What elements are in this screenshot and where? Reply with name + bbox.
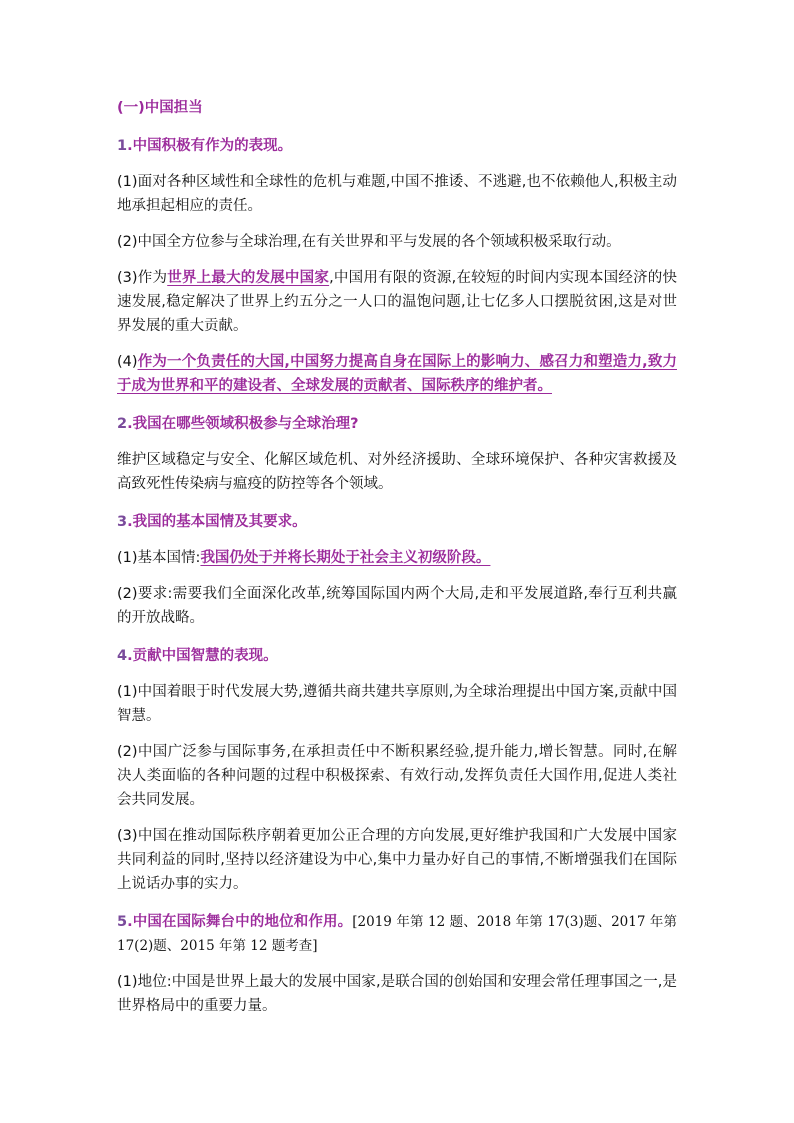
question-4-number: 4 — [117, 648, 128, 664]
q5-item-1: (1)地位:中国是世界上最大的发展中国家,是联合国的创始国和安理会常任理事国之一,是世界格局中的重要力量。 — [117, 974, 677, 1014]
q3-item-1 — [117, 546, 677, 570]
q1-item-1: (1)面对各种区域性和全球性的危机与难题,中国不推诿、不逃避,也不依赖他人,积极主动地承担起相应的责任。 — [117, 174, 677, 214]
question-2-title-text: .我国在哪些领域积极参与全球治理? — [127, 416, 359, 432]
question-5-title-text: .中国在国际舞台中的地位和作用。 — [127, 914, 353, 930]
question-3-number: 3 — [117, 514, 128, 530]
question-1-title — [117, 134, 677, 158]
question-2-title — [117, 412, 677, 436]
q4-item-3: (3)中国在推动国际秩序朝着更加公正合理的方向发展,更好维护我国和广大发展中国家共同利益的同时,坚持以经济建设为中心,集中力量办好自己的事情,不断增强我们在国际上说话办事的实力。 — [117, 828, 677, 892]
question-3-title-text: .我国的基本国情及其要求。 — [127, 514, 307, 530]
q1-item-4-prefix: (4) — [117, 354, 138, 370]
q1-item-3-rest: ,中国用有限的资源,在较短的时间内实现本国经济的快速发展,稳定解决了世界上约五分之一人口的温饱问题,让七亿多人口摆脱贫困,这是对世界发展的重大贡献。 — [117, 270, 678, 334]
section-heading: (一)中国担当 — [117, 100, 203, 116]
q3-item-2: (2)要求:需要我们全面深化改革,统筹国际国内两个大局,走和平发展道路,奉行互利共赢的开放战略。 — [117, 586, 677, 626]
q4-item-2: (2)中国广泛参与国际事务,在承担责任中不断积累经验,提升能力,增长智慧。同时,在解决人类面临的各种问题的过程中积极探索、有效行动,发挥负责任大国作用,促进人类社会共同发展。 — [117, 744, 677, 808]
q1-item-3 — [117, 266, 677, 338]
q1-item-2: (2)中国全方位参与全球治理,在有关世界和平与发展的各个领域积极采取行动。 — [117, 234, 621, 250]
question-4-title — [117, 644, 677, 668]
question-1-title-text: .中国积极有作为的表现。 — [127, 138, 293, 154]
q1-item-3-highlight: 世界上最大的发展中国家 — [167, 270, 330, 286]
q1-item-3-prefix: (3)作为 — [117, 270, 168, 286]
q1-item-4 — [117, 350, 677, 398]
question-5-number: 5 — [117, 914, 128, 930]
q3-item-1-prefix: (1)基本国情: — [117, 550, 201, 566]
document-page — [117, 96, 677, 1018]
question-5-exam-reference: [2019 年第 12 题、2018 年第 17(3)题、2017 年第 17(2)题、2015 年第 12 题考查] — [117, 914, 677, 954]
question-3-title — [117, 510, 677, 534]
q2-answer: 维护区域稳定与安全、化解区域危机、对外经济援助、全球环境保护、各种灾害救援及高致死性传染病与瘟疫的防控等各个领域。 — [117, 452, 677, 492]
q4-item-1: (1)中国着眼于时代发展大势,遵循共商共建共享原则,为全球治理提出中国方案,贡献中国智慧。 — [117, 684, 677, 724]
question-2-number: 2 — [117, 416, 128, 432]
question-1-number: 1 — [117, 138, 128, 154]
q3-item-1-highlight: 我国仍处于并将长期处于社会主义初级阶段。 — [200, 550, 491, 566]
question-4-title-text: .贡献中国智慧的表现。 — [127, 648, 278, 664]
question-5-title — [117, 910, 677, 958]
q1-item-4-highlight: 作为一个负责任的大国,中国努力提高自身在国际上的影响力、感召力和塑造力,致力于成为世界和平的建设者、全球发展的贡献者、国际秩序的维护者。 — [117, 354, 677, 394]
